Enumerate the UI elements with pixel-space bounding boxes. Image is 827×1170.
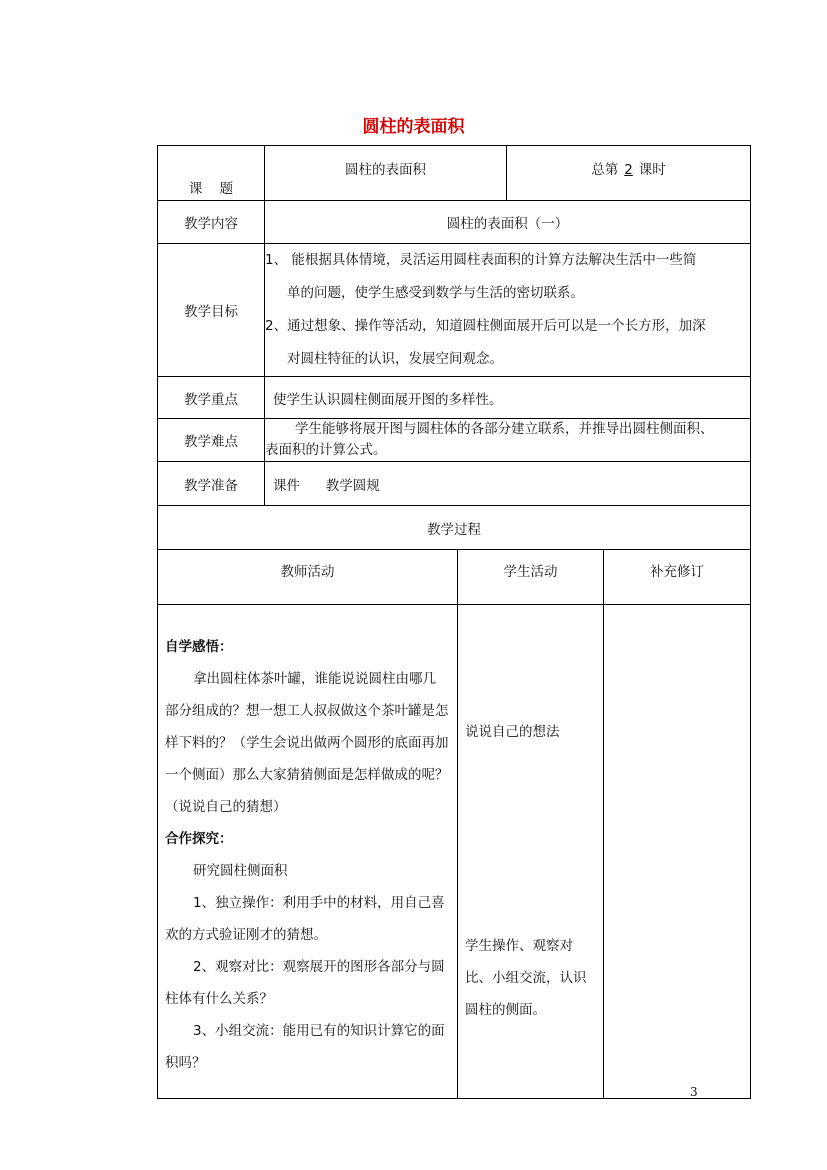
preparation-value: 课件 教学圆规	[265, 462, 751, 506]
process-body-row	[158, 605, 751, 1099]
student-activity-cell	[458, 605, 604, 1099]
goals-row	[158, 244, 751, 377]
lesson-suffix: 课时	[638, 162, 666, 178]
goals-list	[265, 244, 751, 377]
student-activity-2: 学生操作、观察对比、小组交流，认识圆柱的侧面。	[465, 938, 587, 1018]
topic-row	[158, 146, 751, 201]
page-title: 圆柱的表面积	[362, 117, 465, 137]
content-label: 教学内容	[158, 201, 265, 244]
notes-header: 补充修订	[604, 550, 751, 605]
preparation-label: 教学准备	[158, 462, 265, 506]
goal-2-line-1: 2、通过想象、操作等活动，知道圆柱侧面展开后可以是一个长方形，加深	[265, 318, 706, 334]
goal-1-line-2: 单的问题，使学生感受到数学与生活的密切联系。	[287, 285, 584, 301]
difficulty-line-1: 学生能够将展开图与圆柱体的各部分建立联系，并推导出圆柱侧面积、	[295, 421, 714, 437]
coop-intro: 研究圆柱侧面积	[193, 862, 288, 879]
key-point-row	[158, 377, 751, 419]
difficulty-line-2: 表面积的计算公式。	[265, 442, 387, 458]
goal-2-line-2: 对圆柱特征的认识，发展空间观念。	[287, 351, 503, 367]
key-point-label: 教学重点	[158, 377, 265, 419]
process-label: 教学过程	[158, 506, 751, 550]
difficulty-label: 教学难点	[158, 419, 265, 462]
difficulty-value	[265, 419, 751, 462]
topic-label: 课 题	[188, 181, 234, 197]
lesson-number: 2	[624, 162, 633, 178]
topic-value: 圆柱的表面积	[345, 162, 426, 178]
goals-label: 教学目标	[158, 244, 265, 377]
teacher-activity-cell	[158, 605, 458, 1099]
lesson-plan-table	[157, 145, 751, 1099]
content-row	[158, 201, 751, 244]
key-point-value: 使学生认识圆柱侧面展开图的多样性。	[265, 377, 751, 419]
content-value: 圆柱的表面积（一）	[265, 201, 751, 244]
coop-step-1: 1、独立操作：利用手中的材料，用自己喜欢的方式验证刚才的猜想。	[165, 894, 445, 943]
goal-1-line-1: 1、 能根据具体情境，灵活运用圆柱表面积的计算方法解决生活中一些简	[265, 252, 697, 268]
coop-step-2: 2、观察对比：观察展开的图形各部分与圆柱体有什么关系？	[165, 958, 445, 1007]
teacher-activity-header: 教师活动	[158, 550, 458, 605]
coop-step-3: 3、小组交流：能用已有的知识计算它的面积吗？	[165, 1022, 445, 1071]
self-study-text: 拿出圆柱体茶叶罐，谁能说说圆柱由哪几部分组成的？想一想工人叔叔做这个茶叶罐是怎样下料的？（学生会说出做两个圆形的底面再加一个侧面）那么大家猜猜侧面是怎样做成的呢？（说说自己的猜想）	[165, 670, 449, 815]
lesson-prefix: 总第	[591, 162, 619, 178]
process-row	[158, 506, 751, 550]
topic-label-cell	[158, 146, 265, 201]
notes-cell	[604, 605, 751, 1099]
process-columns-row	[158, 550, 751, 605]
student-activity-1: 说说自己的想法	[465, 724, 560, 740]
self-study-heading: 自学感悟：	[165, 638, 233, 655]
preparation-row	[158, 462, 751, 506]
coop-heading: 合作探究：	[165, 830, 233, 847]
difficulty-row	[158, 419, 751, 462]
student-activity-header: 学生活动	[458, 550, 604, 605]
lesson-count-cell	[507, 146, 751, 201]
topic-value-cell	[265, 146, 507, 201]
page-number: 3	[690, 1085, 698, 1099]
